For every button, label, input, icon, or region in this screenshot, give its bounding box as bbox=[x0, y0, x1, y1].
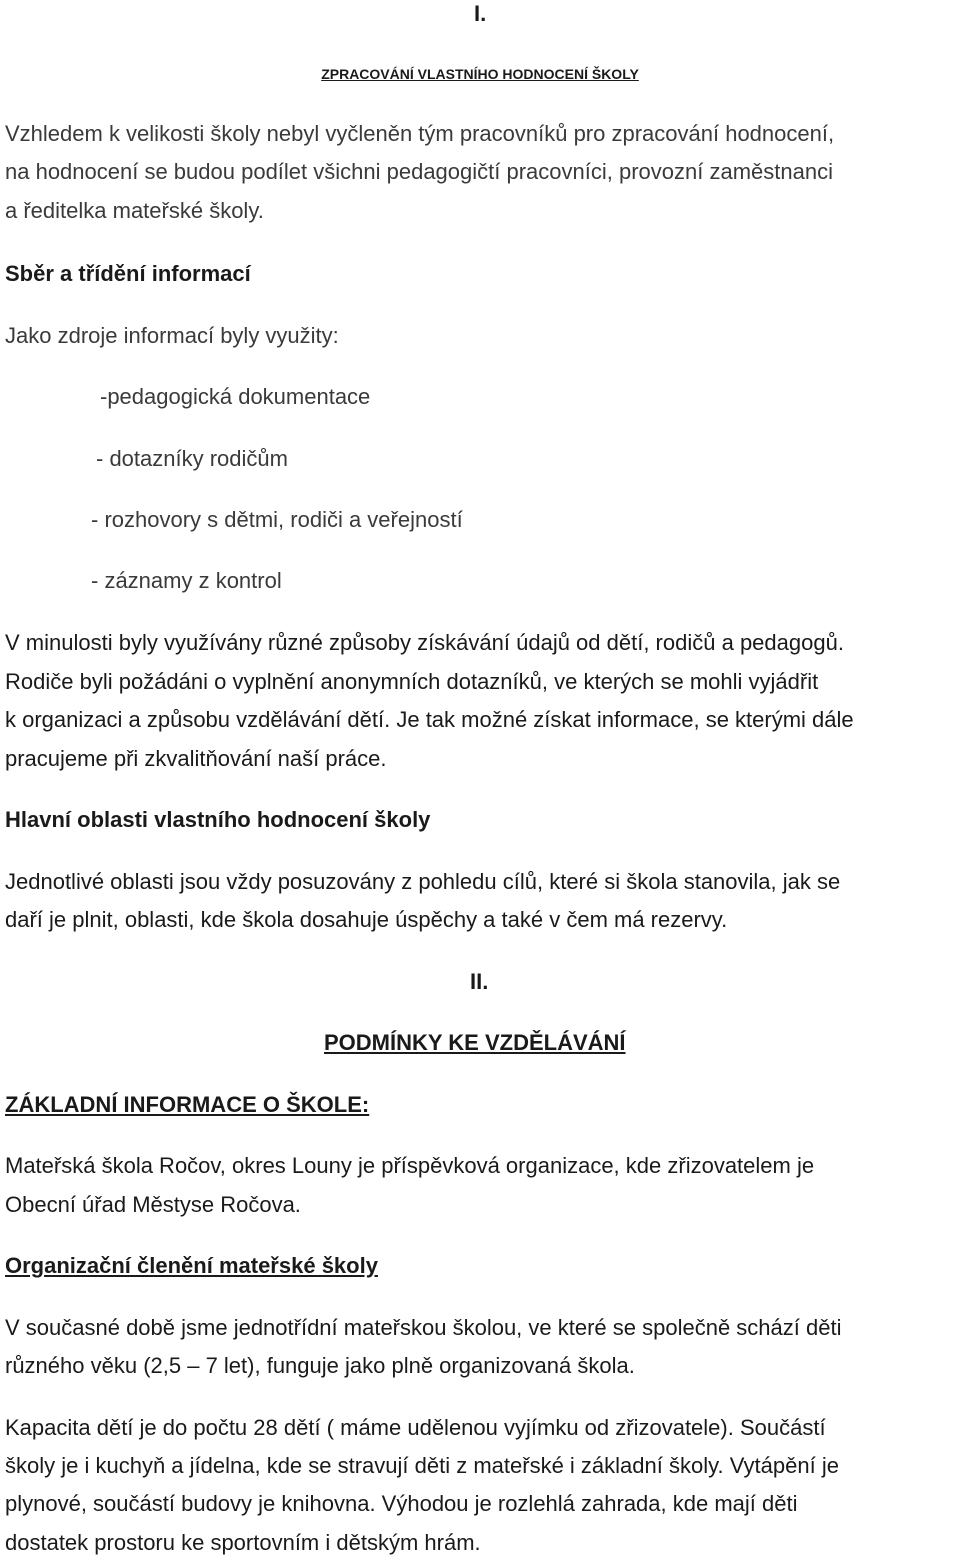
list-item: -pedagogická dokumentace bbox=[100, 384, 371, 409]
paragraph-line: Mateřská škola Ročov, okres Louny je příspěvková organizace, kde zřizovatelem je bbox=[5, 1153, 815, 1178]
paragraph-line: k organizaci a způsobu vzdělávání dětí. Je tak možné získat informace, se kterými dále bbox=[5, 707, 854, 732]
list-item: - záznamy z kontrol bbox=[91, 568, 282, 593]
paragraph-line: V současné době jsme jednotřídní mateřskou školou, ve které se společně schází děti bbox=[5, 1315, 842, 1340]
paragraph-line: dostatek prostoru ke sportovním i dětským hrám. bbox=[5, 1530, 481, 1555]
paragraph-line: Jednotlivé oblasti jsou vždy posuzovány z pohledu cílů, které si škola stanovila, jak se bbox=[5, 869, 841, 894]
paragraph-line: Rodiče byli požádáni o vyplnění anonymních dotazníků, ve kterých se mohli vyjádřit bbox=[5, 669, 819, 694]
paragraph-line: školy je i kuchyň a jídelna, kde se stravují děti z mateřské i základní školy. Vytápění je bbox=[5, 1453, 839, 1478]
paragraph-line: Kapacita dětí je do počtu 28 dětí ( máme udělenou vyjímku od zřizovatele). Součástí bbox=[5, 1415, 826, 1440]
section-title: PODMÍNKY KE VZDĚLÁVÁNÍ bbox=[324, 1030, 626, 1055]
paragraph-line: V minulosti byly využívány různé způsoby získávání údajů od dětí, rodičů a pedagogů. bbox=[5, 630, 844, 655]
intro-line: na hodnocení se budou podílet všichni pedagogičtí pracovníci, provozní zaměstnanci bbox=[5, 159, 833, 184]
section-number: II. bbox=[470, 969, 489, 994]
paragraph-line: Obecní úřad Městyse Ročova. bbox=[5, 1192, 301, 1217]
subheading: ZÁKLADNÍ INFORMACE O ŠKOLE: bbox=[5, 1092, 370, 1117]
section-number: I. bbox=[474, 1, 487, 26]
subheading: Organizační členění mateřské školy bbox=[5, 1253, 378, 1278]
intro-line: Vzhledem k velikosti školy nebyl vyčleněn tým pracovníků pro zpracování hodnocení, bbox=[5, 121, 835, 146]
paragraph-line: plynové, součástí budovy je knihovna. Výhodou je rozlehlá zahrada, kde mají děti bbox=[5, 1491, 798, 1516]
list-item: - rozhovory s dětmi, rodiči a veřejností bbox=[91, 507, 463, 532]
paragraph-line: daří je plnit, oblasti, kde škola dosahuje úspěchy a také v čem má rezervy. bbox=[5, 907, 728, 932]
section-title: ZPRACOVÁNÍ VLASTNÍHO HODNOCENÍ ŠKOLY bbox=[321, 66, 639, 82]
intro-line: a ředitelka mateřské školy. bbox=[5, 198, 264, 223]
subheading: Sběr a třídění informací bbox=[5, 261, 251, 286]
sources-intro: Jako zdroje informací byly využity: bbox=[5, 323, 339, 348]
paragraph-line: pracujeme při zkvalitňování naší práce. bbox=[5, 746, 387, 771]
paragraph-line: různého věku (2,5 – 7 let), funguje jako plně organizovaná škola. bbox=[5, 1353, 635, 1378]
subheading: Hlavní oblasti vlastního hodnocení školy bbox=[5, 807, 431, 832]
list-item: - dotazníky rodičům bbox=[96, 446, 288, 471]
